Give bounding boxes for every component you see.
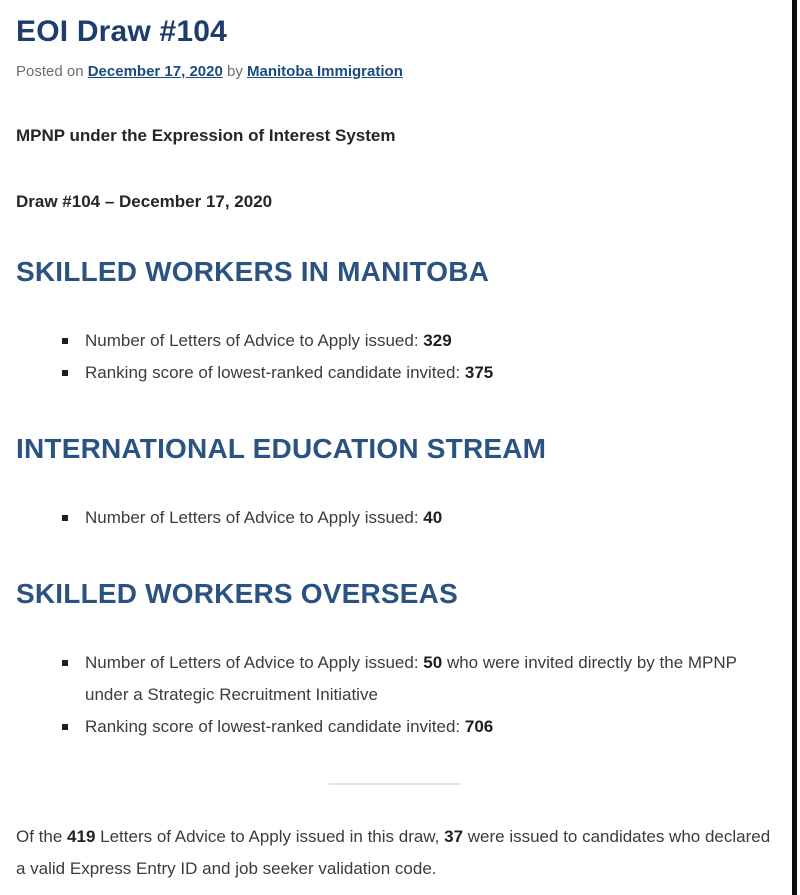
bullet-text: who were invited directly by the MPNP under a Strategic Recruitment Initiative xyxy=(85,653,737,704)
author-link[interactable]: Manitoba Immigration xyxy=(247,63,403,80)
post-date-link[interactable]: December 17, 2020 xyxy=(87,63,223,80)
bullet-list-skilled-workers-manitoba xyxy=(16,325,774,389)
bullet-list-international-education-stream xyxy=(16,502,774,534)
intro-draw-line: Draw #104 – December 17, 2020 xyxy=(16,192,273,211)
summary-text: were issued to candidates who declared a valid Express Entry ID and job seeker validation code. xyxy=(16,827,771,878)
summary-value-express-entry: 37 xyxy=(444,827,464,846)
summary-text: Letters of Advice to Apply issued in this draw, xyxy=(95,827,445,846)
bullet-value: 329 xyxy=(423,331,452,350)
posted-on-label: Posted on xyxy=(16,63,88,80)
list-item xyxy=(62,357,774,389)
bullet-value: 40 xyxy=(423,508,443,527)
bullet-value: 706 xyxy=(464,717,494,736)
intro-system-line: MPNP under the Expression of Interest System xyxy=(16,126,396,145)
summary-paragraph xyxy=(16,821,774,885)
heading-skilled-workers-overseas: SKILLED WORKERS OVERSEAS xyxy=(16,578,458,609)
bullet-text: Ranking score of lowest-ranked candidate invited: xyxy=(85,363,465,382)
bullet-text: Number of Letters of Advice to Apply issued: xyxy=(85,653,424,672)
page-edge-bar xyxy=(792,0,797,895)
bullet-list-skilled-workers-overseas xyxy=(16,647,774,743)
heading-international-education-stream: INTERNATIONAL EDUCATION STREAM xyxy=(16,433,547,464)
by-label: by xyxy=(222,63,248,80)
list-item xyxy=(62,711,774,743)
list-item xyxy=(62,502,774,534)
summary-value-total: 419 xyxy=(67,827,96,846)
bullet-text: Number of Letters of Advice to Apply issued: xyxy=(85,508,424,527)
bullet-value: 375 xyxy=(464,363,494,382)
list-item xyxy=(62,325,774,357)
bullet-text: Ranking score of lowest-ranked candidate invited: xyxy=(85,717,465,736)
list-item xyxy=(62,647,774,711)
divider xyxy=(329,783,461,785)
page-title: EOI Draw #104 xyxy=(16,15,228,48)
bullet-text: Number of Letters of Advice to Apply issued: xyxy=(85,331,424,350)
summary-text: Of the xyxy=(16,827,68,846)
heading-skilled-workers-manitoba: SKILLED WORKERS IN MANITOBA xyxy=(16,256,490,287)
bullet-value: 50 xyxy=(423,653,443,672)
post-meta xyxy=(16,62,774,81)
